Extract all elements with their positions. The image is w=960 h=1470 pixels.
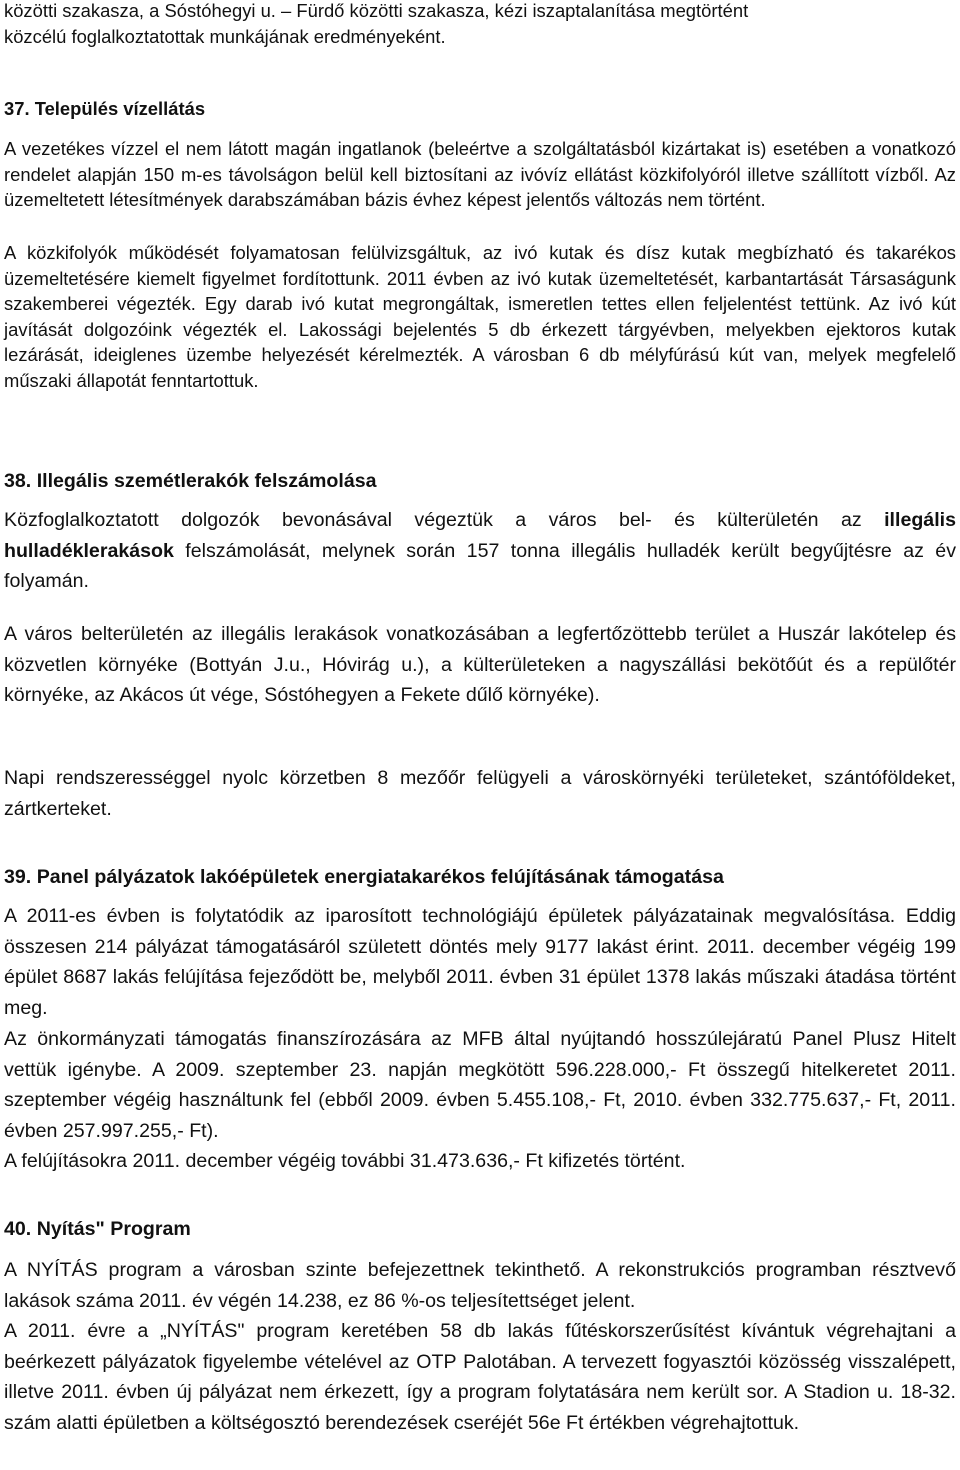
section-40-number: 40. <box>4 1218 32 1240</box>
section-37-number: 37. <box>4 98 30 119</box>
section-37-paragraph-2: A közkifolyók működését folyamatosan felülvizsgáltuk, az ivó kutak és dísz kutak megbízható és takarékos üzemeltetésére kiemelt figyelmet fordítottunk. 2011 évben az ivó kutak üzemeltetését, karbantartását Társaságunk szakemberei végezték. Egy darab ivó kutat megrongáltak, ismeretlen tettes ellen feljelentést tettünk. Az ivó kút javítását dolgozóink végezték el. Lakossági bejelentés 5 db érkezett tárgyévben, melyekben ejektoros kutak lezárását, ideiglenes üzembe helyezését kérelmezték. A városban 6 db mélyfúrású kút van, melyek megfelelő műszaki állapotát fenntartottuk. <box>4 242 956 391</box>
section-37-title: Település vízellátás <box>34 98 206 119</box>
section-38-number: 38. <box>4 470 32 492</box>
section-38-p1-text-b: felszámolását, melynek során 157 tonna illegális hulladék került begyűjtésre az év folyamán. <box>4 539 956 592</box>
section-38-title: Illegális szemétlerakók felszámolása <box>36 470 377 492</box>
section-37-heading <box>4 96 205 122</box>
section-39-paragraph-1: A 2011-es évben is folytatódik az iparosított technológiájú épületek pályázatainak megvalósítása. Eddig összesen 214 pályázat támogatásáról született döntés mely 9177 lakást érint. 2011. december végéig 199 épület 8687 lakás felújítása fejeződött be, melyből 2011. évben 31 épület 1378 lakás műszaki átadása történt meg. <box>4 905 956 1019</box>
section-40-heading <box>4 1214 191 1245</box>
section-39-number: 39. <box>4 866 32 888</box>
section-38-p1-bold: illegális hulladéklerakások <box>4 509 956 562</box>
section-38-paragraph-2: A város belterületén az illegális lerakások vonatkozásában a legfertőzöttebb terület a Huszár lakótelep és közvetlen környéke (Bottyán J.u., Hóvirág u.), a külterületeken a nagyszállási bekötőút és a repülőtér környéke, az Akácos út vége, Sóstóhegyen a Fekete dűlő környéke). <box>4 623 956 706</box>
section-39-paragraph-3: A felújításokra 2011. december végéig további 31.473.636,- Ft kifizetés történt. <box>4 1150 686 1172</box>
section-39-title: Panel pályázatok lakóépületek energiatakarékos felújításának támogatása <box>36 866 724 888</box>
intro-line-2: közcélú foglalkoztatottak munkájának eredményeként. <box>4 25 446 47</box>
section-38-heading <box>4 466 377 497</box>
section-39-heading <box>4 862 724 893</box>
section-38-paragraph-3: Napi rendszerességgel nyolc körzetben 8 mezőőr felügyeli a városkörnyéki területeket, szántóföldeket, zártkerteket. <box>4 767 956 820</box>
section-40-paragraph-2: A 2011. évre a „NYÍTÁS" program keretében 58 db lakás fűtéskorszerűsítést kívántuk végrehajtani a beérkezett pályázatok figyelembe vételével az OTP Palotában. A tervezett fogyasztói közösség visszalépett, illetve 2011. évben új pályázat nem érkezett, így a program folytatására nem került sor. A Stadion u. 18-32. szám alatti épületben a költségosztó berendezések cseréjét 56e Ft értékben végrehajtottuk. <box>4 1320 956 1434</box>
intro-paragraph <box>4 0 956 49</box>
section-40-paragraph-1: A NYÍTÁS program a városban szinte befejezettnek tekinthető. A rekonstrukciós programban résztvevő lakások száma 2011. év végén 14.238, ez 86 %-os teljesítettséget jelent. <box>4 1259 956 1312</box>
section-39-paragraph-2: Az önkormányzati támogatás finanszírozására az MFB által nyújtandó hosszúlejáratú Panel Plusz Hitelt vettük igénybe. A 2009. szeptember 23. napján megkötött 596.228.000,- Ft összegű hitelkeretet 2011. szeptember végéig használtunk fel (ebből 2009. évben 5.455.108,- Ft, 2010. évben 332.775.637,- Ft, 2011. évben 257.997.255,- Ft). <box>4 1028 956 1142</box>
section-38-paragraph-1 <box>4 505 956 597</box>
section-38-p1-text-a: Közfoglalkoztatott dolgozók bevonásával végeztük a város bel- és külterületén az <box>4 509 885 531</box>
section-37-paragraph-1: A vezetékes vízzel el nem látott magán ingatlanok (beleértve a szolgáltatásból kizártakat is) esetében a vonatkozó rendelet alapján 150 m-es távolságon belül kell biztosítani az ivóvíz ellátást közkifolyóról illetve szállított vízből. Az üzemeltetett létesítmények darabszámában bázis évhez képest jelentős változás nem történt. <box>4 138 956 210</box>
intro-line-1: közötti szakasza, a Sóstóhegyi u. – Fürdő közötti szakasza, kézi iszaptalanítása megtörtént <box>4 0 749 21</box>
section-40-title: Nyítás" Program <box>36 1218 191 1240</box>
